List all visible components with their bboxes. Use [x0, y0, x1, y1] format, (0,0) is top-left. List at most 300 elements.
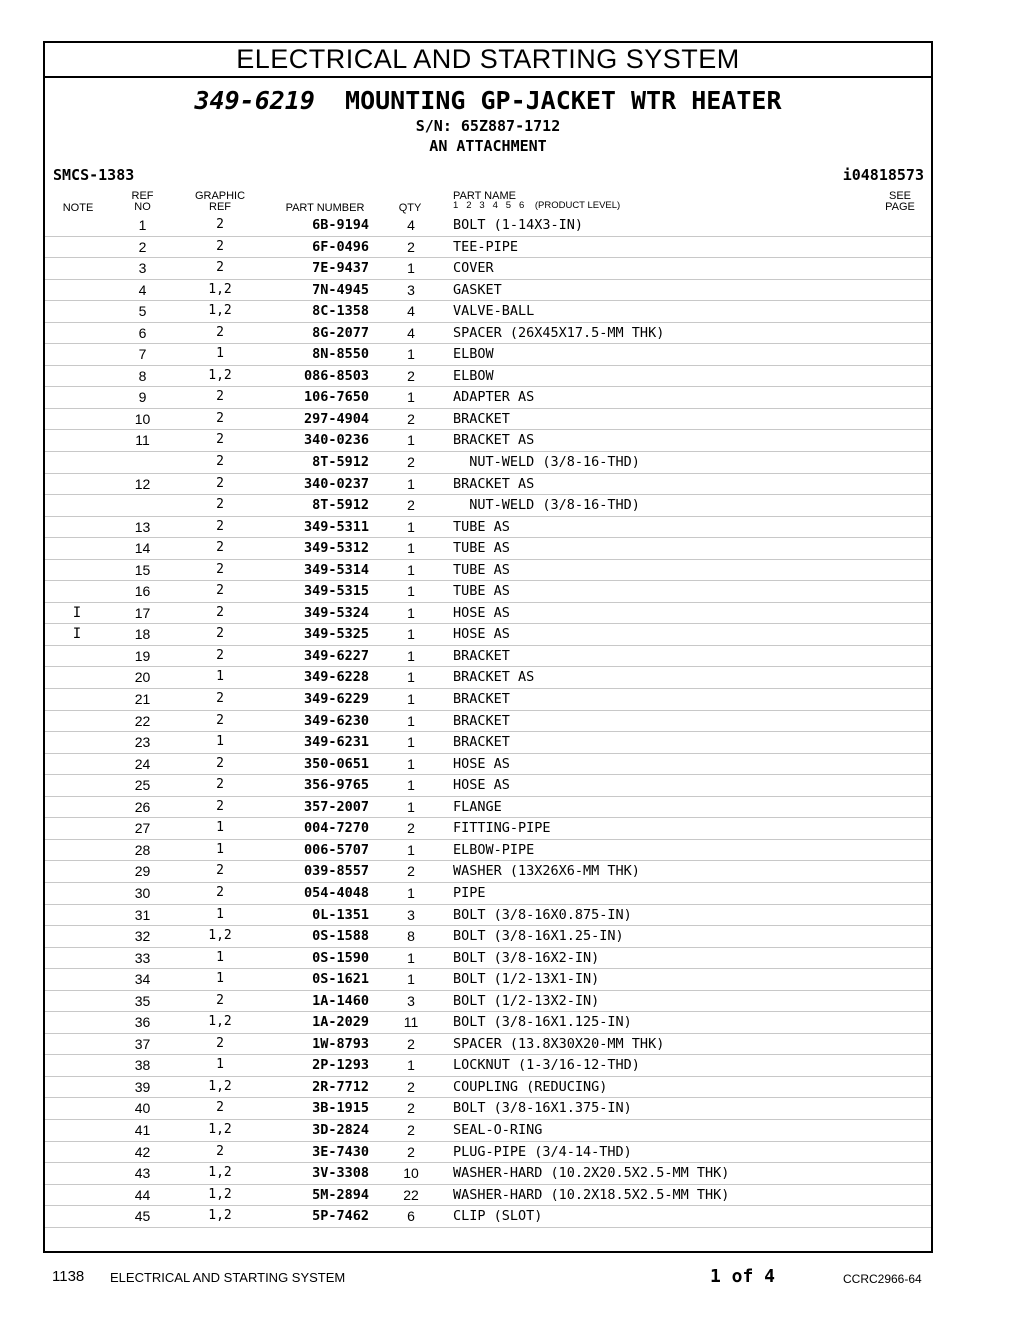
- illustration-id: i04818573: [842, 166, 924, 184]
- graphic-ref-cell: 2: [216, 518, 224, 534]
- table-row: [45, 646, 931, 668]
- part-name-cell: BOLT (1-14X3-IN): [453, 217, 584, 233]
- table-row: [45, 667, 931, 689]
- ref-no-cell: 18: [134, 626, 151, 643]
- table-row: [45, 409, 931, 431]
- table-row: [45, 474, 931, 496]
- graphic-ref-cell: 2: [216, 992, 224, 1008]
- ref-no-cell: 14: [134, 540, 151, 557]
- qty-cell: 2: [407, 1100, 415, 1117]
- part-number-cell: 349-5312: [303, 540, 369, 557]
- ref-no-cell: 41: [134, 1121, 151, 1138]
- part-number-cell: 349-5315: [303, 583, 369, 600]
- graphic-ref-cell: 2: [216, 583, 224, 599]
- graphic-ref-cell: 2: [216, 647, 224, 663]
- ref-no-cell: 37: [134, 1035, 151, 1052]
- part-number-cell: 349-6230: [303, 712, 369, 729]
- part-name-cell: TUBE AS: [453, 540, 510, 557]
- part-name-cell: BRACKET: [453, 647, 510, 664]
- graphic-ref-cell: 2: [216, 863, 224, 879]
- table-row: [45, 1142, 931, 1164]
- qty-cell: 1: [407, 260, 415, 277]
- qty-cell: 1: [407, 798, 415, 815]
- ref-no-cell: 11: [135, 432, 150, 449]
- graphic-header-bottom: REF: [209, 201, 231, 213]
- part-name-cell: COUPLING (REDUCING): [453, 1078, 608, 1095]
- table-row: [45, 624, 931, 646]
- qty-cell: 2: [407, 410, 415, 427]
- table-row: [45, 323, 931, 345]
- part-name-header: PART NAME: [453, 190, 516, 202]
- ref-no-cell: 30: [134, 884, 151, 901]
- ref-no-cell: 38: [134, 1057, 151, 1074]
- qty-cell: 2: [407, 863, 415, 880]
- table-row: [45, 215, 931, 237]
- table-row: [45, 775, 931, 797]
- part-number-cell: 3E-7430: [312, 1143, 369, 1160]
- part-name-cell: TUBE AS: [453, 583, 510, 600]
- footer-page-of: 1 of 4: [710, 1266, 776, 1287]
- part-number-cell: 0S-1621: [312, 971, 369, 988]
- part-number-cell: 0S-1590: [312, 949, 369, 966]
- qty-cell: 3: [407, 906, 415, 923]
- ref-no-cell: 44: [134, 1186, 151, 1203]
- qty-cell: 1: [407, 518, 415, 535]
- part-name-cell: ELBOW: [453, 367, 494, 384]
- table-row: [45, 926, 931, 948]
- part-number-cell: 054-4048: [303, 884, 369, 901]
- table-row: [45, 452, 931, 474]
- table-row: [45, 581, 931, 603]
- graphic-ref-cell: 2: [216, 626, 224, 642]
- table-row: [45, 711, 931, 733]
- qty-cell: 4: [407, 217, 415, 233]
- part-name-cell: SEAL-O-RING: [453, 1121, 543, 1138]
- qty-cell: 1: [407, 626, 415, 643]
- graphic-ref-cell: 1: [216, 949, 224, 965]
- part-number-cell: 349-5324: [303, 604, 369, 621]
- part-number-cell: 297-4904: [303, 410, 369, 427]
- part-number-cell: 356-9765: [303, 777, 369, 794]
- table-row: [45, 905, 931, 927]
- table-row: [45, 603, 931, 625]
- footer-doc-code: CCRC2966-64: [843, 1272, 922, 1286]
- qty-cell: 1: [407, 712, 415, 729]
- part-number-cell: 5M-2894: [312, 1186, 369, 1203]
- table-row: [45, 1185, 931, 1207]
- part-name-cell: BOLT (3/8-16X1.375-IN): [453, 1100, 632, 1117]
- graphic-ref-cell: 2: [216, 1100, 224, 1116]
- ref-no-cell: 28: [134, 841, 151, 858]
- product-level-header: 1 2 3 4 5 6 (PRODUCT LEVEL): [453, 200, 621, 211]
- part-number-cell: 106-7650: [303, 389, 369, 406]
- table-row: [45, 280, 931, 302]
- note-cell: I: [72, 626, 82, 643]
- ref-no-cell: 16: [134, 583, 151, 600]
- table-row: [45, 301, 931, 323]
- part-name-cell: BOLT (1/2-13X2-IN): [453, 992, 600, 1009]
- part-number-cell: 039-8557: [303, 863, 369, 880]
- part-name-cell: WASHER-HARD (10.2X18.5X2.5-MM THK): [453, 1186, 730, 1203]
- table-row: [45, 1077, 931, 1099]
- qty-cell: 1: [407, 1057, 415, 1074]
- part-number-cell: 8G-2077: [312, 324, 369, 341]
- graphic-ref-cell: 1,2: [208, 303, 232, 319]
- graphic-ref-cell: 2: [216, 755, 224, 771]
- part-name-cell: SPACER (13.8X30X20-MM THK): [453, 1035, 665, 1052]
- ref-no-cell: 29: [134, 863, 151, 880]
- part-name-cell: CLIP (SLOT): [453, 1208, 543, 1225]
- graphic-ref-cell: 1,2: [208, 928, 232, 944]
- see-page-header-bottom: PAGE: [885, 201, 915, 213]
- part-number-cell: 0L-1351: [312, 906, 369, 923]
- part-name-cell: NUT-WELD (3/8-16-THD): [453, 497, 640, 514]
- part-name-cell: TEE-PIPE: [453, 238, 519, 255]
- part-name-cell: COVER: [453, 260, 494, 277]
- part-number-cell: 2P-1293: [312, 1057, 369, 1074]
- ref-no-cell: 1: [138, 217, 147, 233]
- qty-cell: 22: [403, 1186, 419, 1203]
- part-number-cell: 349-5311: [303, 518, 369, 535]
- graphic-ref-cell: 1,2: [208, 1078, 232, 1094]
- ref-no-cell: 31: [134, 906, 151, 923]
- table-row: [45, 560, 931, 582]
- graphic-ref-cell: 2: [216, 410, 224, 426]
- table-row: [45, 1098, 931, 1120]
- part-number-cell: 349-6231: [303, 734, 369, 751]
- qty-cell: 2: [407, 1143, 415, 1160]
- part-name-cell: BRACKET AS: [453, 475, 535, 492]
- part-name-cell: BOLT (3/8-16X1.25-IN): [453, 928, 624, 945]
- parts-table: [45, 215, 931, 1228]
- graphic-ref-cell: 2: [216, 1143, 224, 1159]
- qty-cell: 4: [407, 324, 415, 341]
- qty-cell: 1: [407, 841, 415, 858]
- ref-no-cell: 3: [138, 260, 147, 277]
- part-number-cell: 0S-1588: [312, 928, 369, 945]
- table-row: [45, 517, 931, 539]
- ref-no-cell: 9: [138, 389, 147, 406]
- table-row: [45, 797, 931, 819]
- part-number-cell: 086-8503: [303, 367, 369, 384]
- part-number-cell: 6B-9194: [312, 217, 369, 233]
- parts-list-frame: [43, 41, 933, 1253]
- part-name-cell: BOLT (3/8-16X0.875-IN): [453, 906, 632, 923]
- ref-no-cell: 17: [134, 604, 151, 621]
- table-row: [45, 1012, 931, 1034]
- table-row: [45, 1055, 931, 1077]
- part-name-cell: LOCKNUT (1-3/16-12-THD): [453, 1057, 640, 1074]
- part-name-cell: BOLT (3/8-16X1.125-IN): [453, 1014, 632, 1031]
- graphic-ref-cell: 2: [216, 475, 224, 491]
- part-number-header: PART NUMBER: [285, 202, 365, 214]
- qty-cell: 2: [407, 497, 415, 514]
- part-name-cell: BRACKET: [453, 410, 510, 427]
- part-number-cell: 8N-8550: [312, 346, 369, 363]
- graphic-ref-cell: 1: [216, 820, 224, 836]
- qty-cell: 10: [403, 1165, 419, 1182]
- ref-no-cell: 33: [134, 949, 151, 966]
- part-number-cell: 3V-3308: [312, 1165, 369, 1182]
- note-cell: I: [72, 604, 82, 621]
- part-name-cell: SPACER (26X45X17.5-MM THK): [453, 324, 665, 341]
- graphic-ref-cell: 2: [216, 884, 224, 900]
- qty-cell: 1: [407, 691, 415, 708]
- graphic-ref-cell: 2: [216, 454, 224, 470]
- part-name-cell: BOLT (3/8-16X2-IN): [453, 949, 600, 966]
- graphic-ref-cell: 1: [216, 346, 224, 362]
- part-name-cell: VALVE-BALL: [453, 303, 535, 320]
- part-number-cell: 340-0236: [303, 432, 369, 449]
- part-name-cell: BRACKET: [453, 734, 510, 751]
- qty-cell: 2: [407, 1078, 415, 1095]
- part-number-cell: 2R-7712: [312, 1078, 369, 1095]
- part-number-cell: 8C-1358: [312, 303, 369, 320]
- qty-cell: 1: [407, 949, 415, 966]
- qty-cell: 2: [407, 454, 415, 471]
- graphic-ref-cell: 2: [216, 260, 224, 276]
- ref-no-cell: 7: [138, 346, 147, 363]
- qty-cell: 2: [407, 1121, 415, 1138]
- qty-cell: 11: [403, 1014, 419, 1031]
- part-name-cell: WASHER (13X26X6-MM THK): [453, 863, 640, 880]
- table-row: [45, 258, 931, 280]
- table-row: [45, 430, 931, 452]
- part-name-cell: ELBOW: [453, 346, 494, 363]
- ref-no-cell: 26: [134, 798, 151, 815]
- graphic-ref-cell: 2: [216, 561, 224, 577]
- graphic-ref-cell: 1,2: [208, 1165, 232, 1181]
- table-row: [45, 732, 931, 754]
- part-name-cell: BRACKET AS: [453, 432, 535, 449]
- ref-no-cell: 45: [134, 1208, 151, 1225]
- group-name: MOUNTING GP-JACKET WTR HEATER: [345, 86, 782, 115]
- group-title: [45, 86, 931, 115]
- qty-cell: 1: [407, 346, 415, 363]
- smcs-code: SMCS-1383: [53, 166, 135, 184]
- ref-no-cell: 34: [134, 971, 151, 988]
- ref-no-cell: 4: [138, 281, 147, 298]
- part-name-cell: ELBOW-PIPE: [453, 841, 535, 858]
- ref-no-cell: 43: [134, 1165, 151, 1182]
- graphic-ref-cell: 2: [216, 324, 224, 340]
- ref-no-cell: 6: [138, 324, 147, 341]
- qty-cell: 1: [407, 561, 415, 578]
- part-name-cell: BRACKET: [453, 712, 510, 729]
- part-number-cell: 5P-7462: [312, 1208, 369, 1225]
- table-row: [45, 969, 931, 991]
- part-number-cell: 349-6228: [303, 669, 369, 686]
- part-number-cell: 3D-2824: [312, 1121, 369, 1138]
- ref-header-top: REF: [131, 190, 154, 202]
- ref-no-cell: 8: [138, 367, 147, 384]
- serial-number: S/N: 65Z887-1712: [415, 117, 561, 135]
- ref-no-cell: 24: [134, 755, 151, 772]
- part-number-cell: 340-0237: [303, 475, 369, 492]
- graphic-ref-cell: 1,2: [208, 1208, 232, 1224]
- table-row: [45, 538, 931, 560]
- table-row: [45, 495, 931, 517]
- part-number-cell: 349-6229: [303, 691, 369, 708]
- part-number-cell: 1W-8793: [312, 1035, 369, 1052]
- ref-no-cell: 27: [134, 820, 151, 837]
- qty-cell: 8: [407, 928, 415, 945]
- graphic-ref-cell: 1: [216, 971, 224, 987]
- table-row: [45, 344, 931, 366]
- table-row: [45, 754, 931, 776]
- qty-cell: 1: [407, 475, 415, 492]
- ref-no-cell: 25: [134, 777, 151, 794]
- part-number-cell: 8T-5912: [312, 454, 369, 471]
- part-number-cell: 004-7270: [303, 820, 369, 837]
- qty-cell: 1: [407, 971, 415, 988]
- graphic-ref-cell: 1,2: [208, 1121, 232, 1137]
- ref-no-cell: 2: [138, 238, 147, 255]
- qty-cell: 1: [407, 755, 415, 772]
- table-row: [45, 1206, 931, 1228]
- graphic-ref-cell: 2: [216, 691, 224, 707]
- ref-no-cell: 12: [134, 475, 151, 492]
- qty-header: QTY: [398, 202, 422, 214]
- graphic-ref-cell: 2: [216, 389, 224, 405]
- ref-no-cell: 22: [134, 712, 151, 729]
- table-row: [45, 237, 931, 259]
- part-name-cell: HOSE AS: [453, 626, 510, 643]
- graphic-ref-cell: 1: [216, 841, 224, 857]
- qty-cell: 3: [407, 281, 415, 298]
- ref-no-cell: 21: [134, 691, 151, 708]
- part-name-cell: ADAPTER AS: [453, 389, 535, 406]
- attachment-label: AN ATTACHMENT: [429, 137, 547, 155]
- qty-cell: 2: [407, 238, 415, 255]
- graphic-ref-cell: 2: [216, 497, 224, 513]
- part-number-cell: 349-6227: [303, 647, 369, 664]
- qty-cell: 2: [407, 1035, 415, 1052]
- table-row: [45, 1163, 931, 1185]
- ref-no-cell: 40: [134, 1100, 151, 1117]
- note-header: NOTE: [62, 202, 94, 214]
- qty-cell: 1: [407, 647, 415, 664]
- part-number-cell: 006-5707: [303, 841, 369, 858]
- part-name-cell: HOSE AS: [453, 777, 510, 794]
- ref-no-cell: 5: [138, 303, 147, 320]
- table-row: [45, 883, 931, 905]
- part-number-cell: 3B-1915: [312, 1100, 369, 1117]
- part-name-cell: GASKET: [453, 281, 502, 298]
- qty-cell: 1: [407, 389, 415, 406]
- qty-cell: 2: [407, 820, 415, 837]
- part-name-cell: WASHER-HARD (10.2X20.5X2.5-MM THK): [453, 1165, 730, 1182]
- part-name-cell: BRACKET: [453, 691, 510, 708]
- ref-no-cell: 32: [134, 928, 151, 945]
- ref-no-cell: 15: [134, 561, 151, 578]
- graphic-ref-cell: 1: [216, 906, 224, 922]
- ref-no-cell: 10: [134, 410, 151, 427]
- graphic-ref-cell: 2: [216, 238, 224, 254]
- qty-cell: 1: [407, 540, 415, 557]
- qty-cell: 4: [407, 303, 415, 320]
- part-number-cell: 357-2007: [303, 798, 369, 815]
- graphic-ref-cell: 2: [216, 712, 224, 728]
- graphic-ref-cell: 1: [216, 734, 224, 750]
- ref-no-cell: 13: [134, 518, 151, 535]
- part-number-cell: 349-5314: [303, 561, 369, 578]
- graphic-ref-cell: 1,2: [208, 1186, 232, 1202]
- part-number-cell: 6F-0496: [312, 238, 369, 255]
- table-row: [45, 1120, 931, 1142]
- graphic-header-top: GRAPHIC: [194, 190, 246, 202]
- qty-cell: 1: [407, 734, 415, 751]
- ref-no-cell: 36: [134, 1014, 151, 1031]
- qty-cell: 6: [407, 1208, 415, 1225]
- ref-no-cell: 20: [134, 669, 151, 686]
- ref-no-cell: 35: [134, 992, 151, 1009]
- qty-cell: 1: [407, 777, 415, 794]
- qty-cell: 1: [407, 432, 415, 449]
- system-title: ELECTRICAL AND STARTING SYSTEM: [45, 43, 931, 78]
- part-name-cell: FITTING-PIPE: [453, 820, 551, 837]
- qty-cell: 3: [407, 992, 415, 1009]
- graphic-ref-cell: 1: [216, 669, 224, 685]
- table-row: [45, 948, 931, 970]
- table-row: [45, 366, 931, 388]
- graphic-ref-cell: 1,2: [208, 1014, 232, 1030]
- ref-no-cell: 19: [134, 647, 151, 664]
- ref-no-cell: 23: [134, 734, 151, 751]
- table-row: [45, 861, 931, 883]
- footer-page-number: 1138: [52, 1268, 85, 1285]
- qty-cell: 1: [407, 884, 415, 901]
- part-name-cell: PLUG-PIPE (3/4-14-THD): [453, 1143, 632, 1160]
- part-number-cell: 350-0651: [303, 755, 369, 772]
- group-number: 349-6219: [194, 86, 315, 115]
- ref-header-bottom: NO: [134, 201, 151, 213]
- graphic-ref-cell: 1,2: [208, 367, 232, 383]
- graphic-ref-cell: 2: [216, 1035, 224, 1051]
- qty-cell: 1: [407, 669, 415, 686]
- part-number-cell: 1A-2029: [312, 1014, 369, 1031]
- graphic-ref-cell: 2: [216, 798, 224, 814]
- part-name-cell: BOLT (1/2-13X1-IN): [453, 971, 600, 988]
- part-name-cell: NUT-WELD (3/8-16-THD): [453, 454, 640, 471]
- table-row: [45, 689, 931, 711]
- qty-cell: 2: [407, 367, 415, 384]
- part-name-cell: HOSE AS: [453, 755, 510, 772]
- part-number-cell: 1A-1460: [312, 992, 369, 1009]
- qty-cell: 1: [407, 604, 415, 621]
- part-name-cell: PIPE: [453, 884, 486, 901]
- qty-cell: 1: [407, 583, 415, 600]
- part-name-cell: TUBE AS: [453, 518, 510, 535]
- graphic-ref-cell: 2: [216, 217, 224, 232]
- graphic-ref-cell: 1: [216, 1057, 224, 1073]
- ref-no-cell: 39: [134, 1078, 151, 1095]
- table-row: [45, 387, 931, 409]
- footer-system: ELECTRICAL AND STARTING SYSTEM: [110, 1270, 346, 1285]
- graphic-ref-cell: 1,2: [208, 281, 232, 297]
- part-name-cell: FLANGE: [453, 798, 502, 815]
- table-row: [45, 991, 931, 1013]
- part-name-cell: TUBE AS: [453, 561, 510, 578]
- graphic-ref-cell: 2: [216, 540, 224, 556]
- table-row: [45, 818, 931, 840]
- graphic-ref-cell: 2: [216, 604, 224, 620]
- part-number-cell: 7E-9437: [312, 260, 369, 277]
- part-name-cell: HOSE AS: [453, 604, 510, 621]
- part-number-cell: 7N-4945: [312, 281, 369, 298]
- see-page-header-top: SEE: [888, 190, 911, 202]
- ref-no-cell: 42: [134, 1143, 151, 1160]
